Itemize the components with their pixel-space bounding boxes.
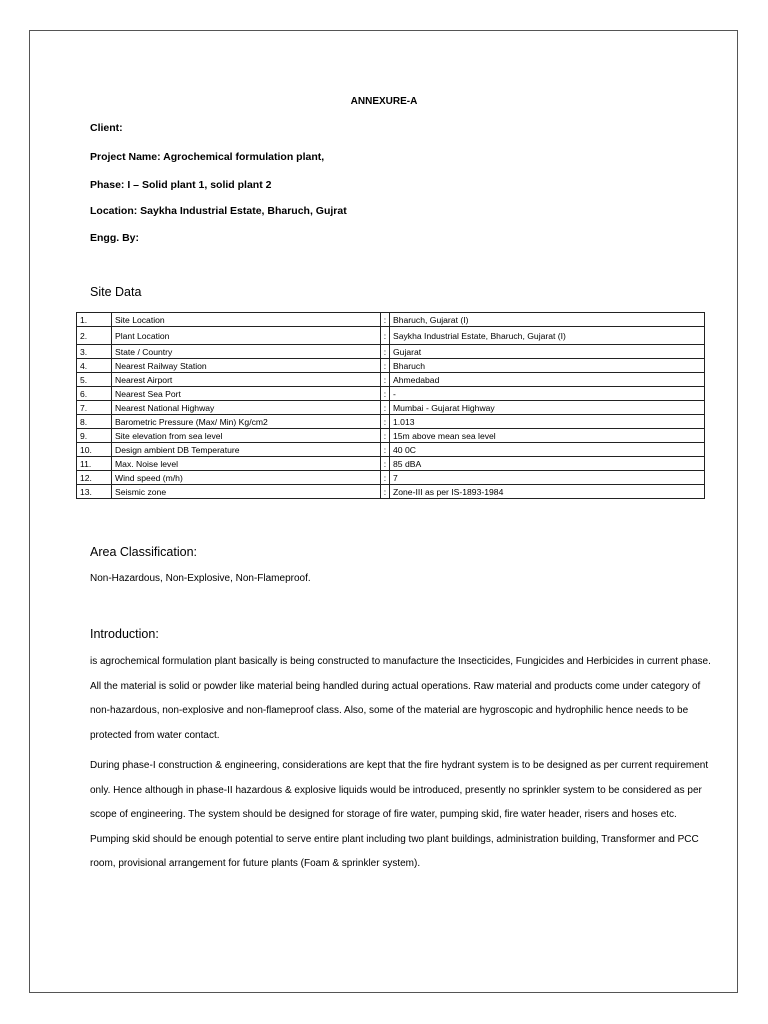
row-separator: : <box>381 327 390 345</box>
introduction-heading: Introduction: <box>90 627 159 641</box>
table-row <box>77 313 705 327</box>
table-row <box>77 429 705 443</box>
row-value: 15m above mean sea level <box>390 429 705 443</box>
row-value: Bharuch <box>390 359 705 373</box>
row-number: 7. <box>77 401 112 415</box>
row-number: 12. <box>77 471 112 485</box>
annexure-title: ANNEXURE-A <box>350 96 418 107</box>
table-row <box>77 401 705 415</box>
row-separator: : <box>381 415 390 429</box>
row-value: 1.013 <box>390 415 705 429</box>
phase-field: Phase: I – Solid plant 1, solid plant 2 <box>90 179 272 191</box>
table-row <box>77 373 705 387</box>
row-parameter: Nearest Airport <box>112 373 381 387</box>
row-separator: : <box>381 345 390 359</box>
row-parameter: Wind speed (m/h) <box>112 471 381 485</box>
row-parameter: Nearest Railway Station <box>112 359 381 373</box>
introduction-paragraph-2: During phase-I construction & engineering, considerations are kept that the fire hydrant system is to be designed as per current requirement only. Hence although in phase-II hazardous & explosive liquids would be introduced, presently no sprinkler system to be considered as per scope of engineering. The system should be designed for storage of fire water, pumping skid, fire water header, risers and hoses etc. Pumping skid should be enough potential to serve entire plant including two plant buildings, administration building, Transformer and PCC room, provisional arrangement for future plants (Foam & sprinkler system). <box>90 760 709 869</box>
row-parameter: Seismic zone <box>112 485 381 499</box>
row-value: 7 <box>390 471 705 485</box>
row-value: - <box>390 387 705 401</box>
row-parameter: Nearest National Highway <box>112 401 381 415</box>
row-number: 8. <box>77 415 112 429</box>
row-number: 1. <box>77 313 112 327</box>
table-row <box>77 415 705 429</box>
row-number: 3. <box>77 345 112 359</box>
area-classification-heading: Area Classification: <box>90 545 197 559</box>
row-parameter: Barometric Pressure (Max/ Min) Kg/cm2 <box>112 415 381 429</box>
table-row <box>77 327 705 345</box>
row-value: Mumbai - Gujarat Highway <box>390 401 705 415</box>
table-row <box>77 359 705 373</box>
client-field: Client: <box>90 122 123 134</box>
row-parameter: Site Location <box>112 313 381 327</box>
table-row <box>77 485 705 499</box>
row-number: 11. <box>77 457 112 471</box>
row-value: Gujarat <box>390 345 705 359</box>
introduction-paragraph-1: is agrochemical formulation plant basically is being constructed to manufacture the Insecticides, Fungicides and Herbicides in current phase. All the material is solid or powder like material being handled during actual operations. Raw material and products come under category of non-hazardous, non-explosive and non-flameproof class. Also, some of the material are hygroscopic and hydrophilic hence needs to be protected from water contact. <box>90 656 711 741</box>
row-separator: : <box>381 387 390 401</box>
project-name-field: Project Name: Agrochemical formulation plant, <box>90 151 325 163</box>
row-separator: : <box>381 429 390 443</box>
area-classification-text: Non-Hazardous, Non-Explosive, Non-Flameproof. <box>90 573 311 584</box>
row-separator: : <box>381 359 390 373</box>
row-number: 9. <box>77 429 112 443</box>
table-row <box>77 471 705 485</box>
row-value: Bharuch, Gujarat (I) <box>390 313 705 327</box>
row-number: 13. <box>77 485 112 499</box>
row-value: 40 0C <box>390 443 705 457</box>
table-row <box>77 387 705 401</box>
engg-by-field: Engg. By: <box>90 232 139 244</box>
row-separator: : <box>381 401 390 415</box>
row-parameter: Max. Noise level <box>112 457 381 471</box>
table-row <box>77 457 705 471</box>
row-separator: : <box>381 485 390 499</box>
row-parameter: Design ambient DB Temperature <box>112 443 381 457</box>
row-parameter: Site elevation from sea level <box>112 429 381 443</box>
row-number: 5. <box>77 373 112 387</box>
row-number: 2. <box>77 327 112 345</box>
row-value: Ahmedabad <box>390 373 705 387</box>
row-parameter: State / Country <box>112 345 381 359</box>
site-data-table <box>76 312 705 499</box>
row-value: 85 dBA <box>390 457 705 471</box>
row-separator: : <box>381 313 390 327</box>
row-separator: : <box>381 373 390 387</box>
row-parameter: Plant Location <box>112 327 381 345</box>
row-separator: : <box>381 471 390 485</box>
row-parameter: Nearest Sea Port <box>112 387 381 401</box>
site-data-heading: Site Data <box>90 285 142 299</box>
row-value: Saykha Industrial Estate, Bharuch, Gujarat (I) <box>390 327 705 345</box>
table-row <box>77 345 705 359</box>
row-number: 4. <box>77 359 112 373</box>
row-separator: : <box>381 443 390 457</box>
row-value: Zone-III as per IS-1893-1984 <box>390 485 705 499</box>
row-separator: : <box>381 457 390 471</box>
table-row <box>77 443 705 457</box>
row-number: 10. <box>77 443 112 457</box>
location-field: Location: Saykha Industrial Estate, Bharuch, Gujrat <box>90 205 347 217</box>
row-number: 6. <box>77 387 112 401</box>
